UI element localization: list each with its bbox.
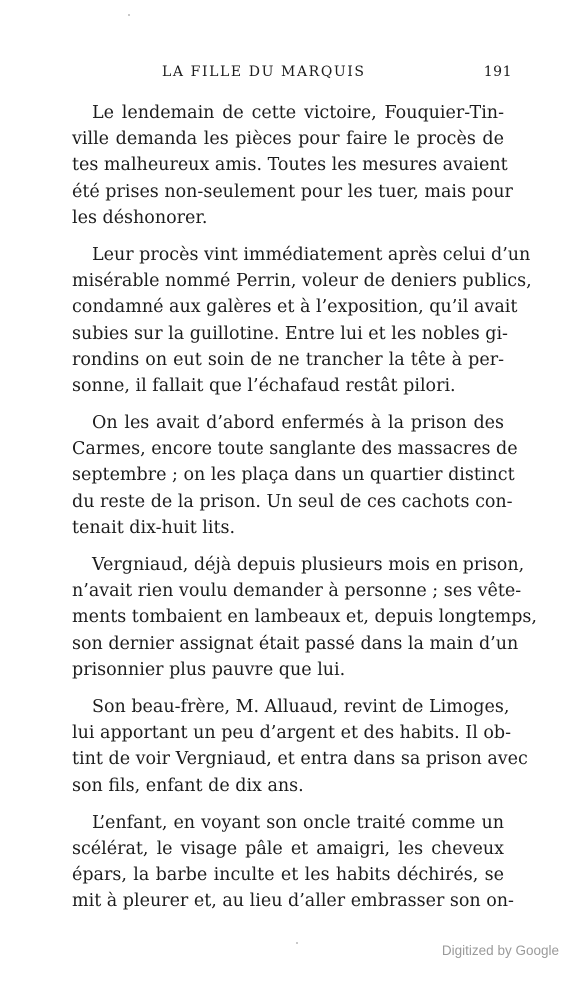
text-line: sonne, il fallait que l’échafaud restât pilori. [72, 375, 456, 396]
text-line: ments tombaient en lambeaux et, depuis longtemps, [72, 607, 537, 628]
paragraph [72, 410, 518, 541]
scan-speck [296, 942, 298, 944]
text-line: son fils, enfant de dix ans. [72, 775, 304, 796]
text-line: son dernier assignat était passé dans la main d’un [72, 633, 519, 654]
page-number: 191 [483, 64, 512, 80]
text-line: subies sur la guillotine. Entre lui et les nobles gi- [72, 323, 508, 344]
paragraph [72, 552, 537, 683]
scan-speck [128, 14, 130, 16]
text-line: tint de voir Vergniaud, et entra dans sa prison avec [72, 749, 528, 770]
text-line: rondins on eut soin de ne trancher la tête à per- [72, 349, 504, 370]
text-line: prisonnier plus pauvre que lui. [72, 659, 346, 680]
text-line: lui apportant un peu d’argent et des habits. Il ob- [72, 723, 512, 744]
text-line: Le lendemain de cette victoire, Fouquier-Tin- [92, 103, 504, 123]
text-line: Son beau-frère, M. Alluaud, revint de Limoges, [92, 696, 510, 717]
text-line: Vergniaud, déjà depuis plusieurs mois en prison, [92, 555, 525, 575]
running-title: LA FILLE DU MARQUIS [162, 64, 366, 80]
text-line: tes malheureux amis. Toutes les mesures avaient [72, 155, 508, 176]
text-line: septembre ; on les plaça dans un quartier distinct [72, 465, 515, 486]
text-line: L’enfant, en voyant son oncle traité comme un [92, 812, 504, 833]
text-line: condamné aux galères et à l’exposition, qu’il avait [72, 297, 518, 318]
digitized-watermark: Digitized by Google [441, 943, 559, 958]
text-line: du reste de la prison. Un seul de ces cachots con- [72, 491, 513, 512]
text-line: mit à pleurer et, au lieu d’aller embrasser son on- [72, 891, 514, 912]
text-line: ville demanda les pièces pour faire le procès de [72, 129, 504, 150]
paragraph [72, 242, 532, 399]
running-header [72, 64, 512, 86]
text-line: Carmes, encore toute sanglante des massacres de [72, 439, 518, 460]
text-line: épars, la barbe inculte et les habits déchirés, se [72, 865, 504, 886]
paragraph [72, 694, 528, 799]
paragraph [72, 810, 514, 915]
text-line: n’avait rien voulu demander à personne ; ses vête- [72, 581, 522, 602]
text-line: tenait dix-huit lits. [72, 517, 236, 538]
text-line: On les avait d’abord enfermés à la prison des [92, 413, 504, 434]
text-line: été prises non-seulement pour les tuer, mais pour [72, 181, 513, 202]
text-line: les déshonorer. [72, 207, 208, 228]
paragraph [72, 100, 513, 231]
text-line: Leur procès vint immédiatement après celui d’un [92, 244, 531, 265]
body-text [72, 100, 537, 925]
text-line: scélérat, le visage pâle et amaigri, les cheveux [72, 838, 504, 859]
text-line: misérable nommé Perrin, voleur de deniers publics, [72, 271, 532, 292]
